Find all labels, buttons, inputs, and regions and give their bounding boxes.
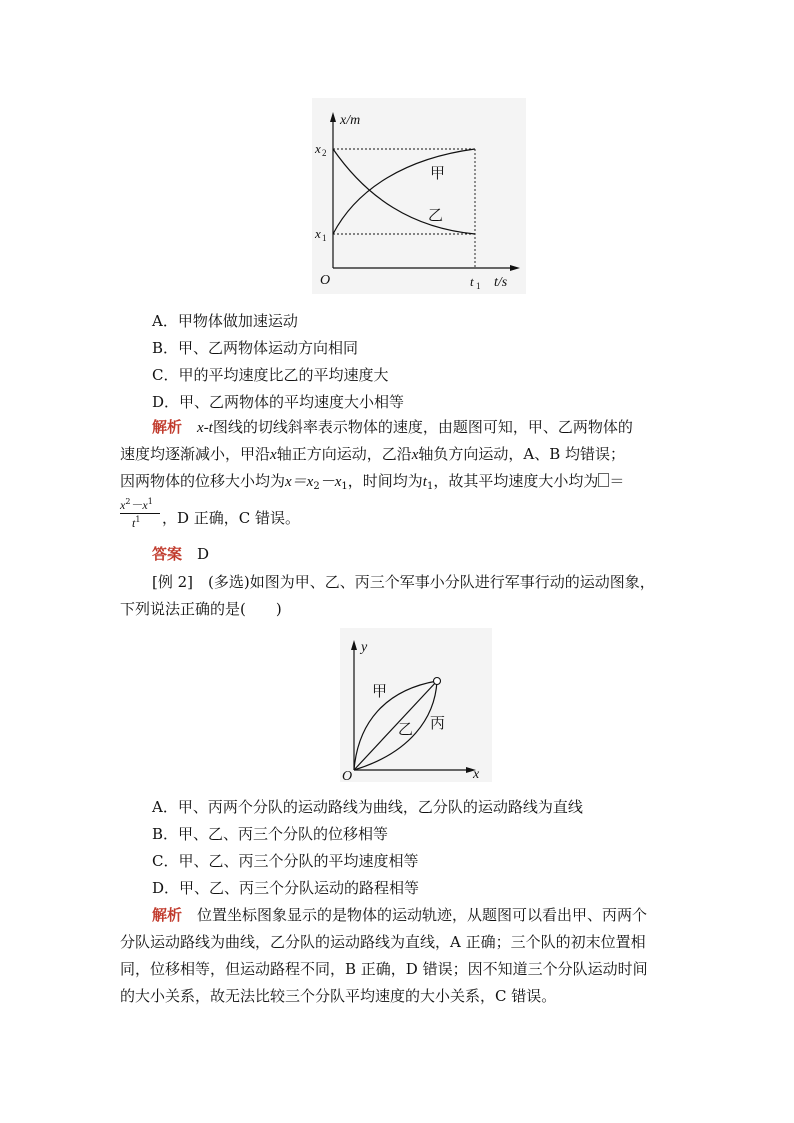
q2-option-c: C．甲、乙、丙三个分队的平均速度相等 — [152, 852, 419, 870]
fraction-bar — [120, 513, 160, 514]
x-axis-arrow — [510, 265, 520, 271]
fraction-numerator — [120, 496, 153, 513]
answer-label: 答案 — [152, 545, 183, 563]
fraction-denominator — [132, 515, 140, 531]
tick-x2-sub: 2 — [322, 148, 327, 158]
tick-x1-label: x — [315, 226, 321, 241]
analysis-1-line-2 — [120, 441, 633, 468]
q2-option-b: B．甲、乙、丙三个分队的位移相等 — [152, 825, 389, 843]
origin-2-label: O — [342, 769, 353, 782]
analysis-2-text-1: 位置坐标图象显示的是物体的运动轨迹，从题图可以看出甲、丙两个 — [197, 906, 648, 924]
sub-2: 2 — [313, 481, 320, 492]
analysis-2 — [120, 902, 648, 1010]
analysis-1-line-4 — [162, 505, 300, 532]
y-axis-arrow — [330, 112, 336, 122]
analysis-1-text-2b: 轴正方向运动，乙沿 — [276, 445, 412, 463]
missing-glyph-box — [598, 473, 609, 487]
analysis-1-text-1: 图线的切线斜率表示物体的速度，由题图可知，甲、乙两物体的 — [212, 418, 633, 436]
curve-yi — [333, 149, 475, 234]
analysis-1-text-4: ，D 正确，C 错误。 — [162, 509, 301, 527]
tick-x2-label: x — [315, 141, 321, 156]
analysis-1-line-3 — [120, 468, 633, 495]
figure-xt-graph — [312, 98, 526, 294]
figure-trajectory — [340, 628, 492, 782]
q1-option-b: B．甲、乙两物体运动方向相同 — [152, 339, 359, 357]
y-axis-label: x/m — [340, 113, 361, 128]
analysis-2-label: 解析 — [152, 906, 183, 924]
origin-label: O — [320, 273, 331, 288]
label-yi: 乙 — [398, 720, 414, 738]
q2-option-d: D．甲、乙、丙三个分队运动的路程相等 — [152, 879, 420, 897]
x-axis-2-label: x — [473, 767, 480, 782]
example-2 — [120, 569, 655, 623]
example-2-line-1: [例 2] (多选)如图为甲、乙、丙三个军事小分队进行军事行动的运动图象， — [152, 573, 655, 591]
analysis-1-text-2c: 轴负方向运动，A、B 均错误； — [418, 445, 625, 463]
tick-x1-sub: 1 — [322, 233, 327, 243]
analysis-1-text-3c: ，故其平均速度大小均为 — [433, 472, 599, 490]
analysis-1-text-3b: ，时间均为 — [347, 472, 423, 490]
xt-graph-svg — [312, 98, 526, 294]
tick-t1-label: t — [470, 274, 474, 289]
y-axis-2-label: y — [361, 640, 368, 655]
sub-1: 1 — [341, 481, 348, 492]
q1-option-a: A．甲物体做加速运动 — [152, 312, 298, 330]
frac-minus: －x — [130, 498, 148, 512]
analysis-1-text-3a: 因两物体的位移大小均为 — [120, 472, 286, 490]
q2-option-a: A．甲、丙两个分队的运动路线为曲线，乙分队的运动路线为直线 — [152, 798, 583, 816]
x-var-2: x — [411, 447, 419, 463]
curve-yi-label: 乙 — [428, 206, 444, 224]
q1-option-d: D．甲、乙两物体的平均速度大小相等 — [152, 393, 405, 411]
t-var: t — [422, 474, 427, 490]
t-sub: 1 — [426, 481, 434, 492]
analysis-1 — [120, 414, 633, 495]
analysis-2-line-4: 的大小关系，故无法比较三个分队平均速度的大小关系，C 错误。 — [120, 987, 557, 1005]
answer-value: D — [197, 545, 210, 563]
frac-den-sup: 1 — [135, 515, 141, 524]
fraction — [120, 496, 160, 536]
curve-jia — [333, 149, 475, 234]
q1-option-c: C．甲的平均速度比乙的平均速度大 — [152, 366, 389, 384]
label-bing: 丙 — [430, 714, 446, 732]
xt-term: x-t — [197, 420, 213, 436]
endpoint-marker — [434, 678, 441, 685]
minus-x: －x — [319, 474, 342, 490]
y-axis-2-arrow — [351, 640, 357, 650]
tick-t1-sub: 1 — [476, 281, 481, 291]
frac-sup-2: 2 — [125, 497, 131, 506]
label-jia: 甲 — [372, 682, 388, 700]
analysis-1-line-1 — [120, 414, 633, 441]
x-axis-label: t/s — [494, 275, 508, 290]
analysis-2-line-1 — [120, 902, 648, 929]
x-var: x — [270, 447, 277, 463]
frac-x: x — [120, 498, 126, 512]
analysis-2-line-2: 分队运动路线为曲线，乙分队的运动路线为直线，A 正确；三个队的初末位置相 — [120, 933, 646, 951]
analysis-2-line-3: 同，位移相等，但运动路程不同，B 正确，D 错误；因不知道三个分队运动时间 — [120, 960, 648, 978]
analysis-1-text-2a: 速度均逐渐减小，甲沿 — [120, 445, 271, 463]
equals-sign: ＝ — [609, 472, 625, 490]
curve-jia-label: 甲 — [430, 164, 446, 182]
example-2-line-2: 下列说法正确的是( ) — [120, 600, 282, 618]
displacement-eq: x＝x — [285, 474, 314, 490]
frac-t: t — [132, 516, 136, 530]
analysis-1-label: 解析 — [152, 418, 183, 436]
frac-sup-1: 1 — [147, 497, 153, 506]
trajectory-svg — [340, 628, 492, 782]
answer-1 — [152, 541, 209, 568]
